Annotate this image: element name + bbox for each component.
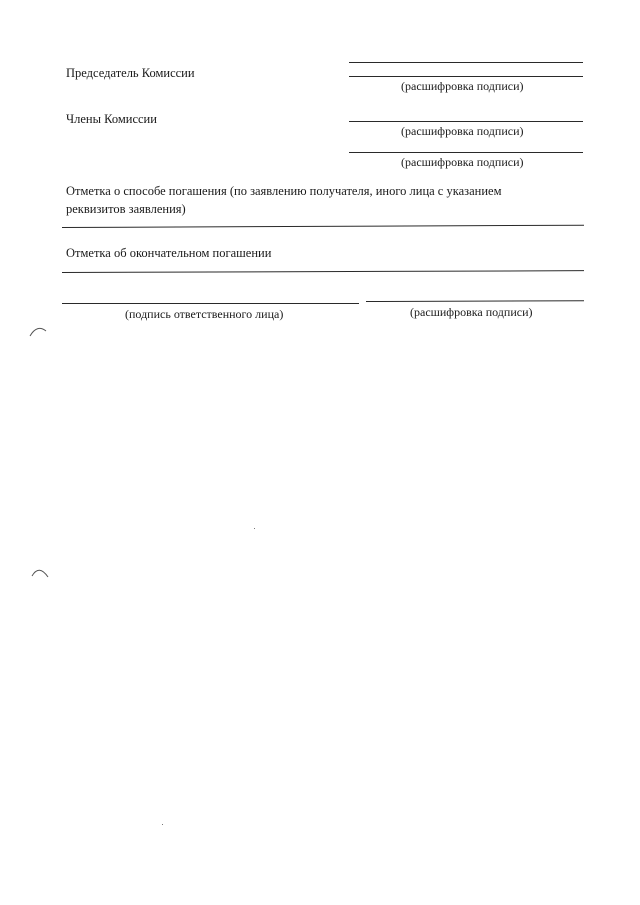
repayment-method-label-line-2: реквизитов заявления): [66, 202, 186, 216]
scan-speck: [162, 824, 163, 825]
members-label: Члены Комиссии: [66, 112, 157, 126]
responsible-decoding-line: [366, 300, 584, 302]
chairman-decoding-caption: (расшифровка подписи): [401, 79, 524, 93]
chairman-signature-line: [349, 62, 583, 63]
member-1-signature-line: [349, 121, 583, 122]
chairman-decoding-line: [349, 76, 583, 77]
scan-speck: [254, 528, 255, 529]
chairman-label: Председатель Комиссии: [66, 66, 195, 80]
member-2-decoding-caption: (расшифровка подписи): [401, 155, 524, 169]
responsible-signature-caption: (подпись ответственного лица): [125, 307, 284, 321]
repayment-method-line: [62, 225, 584, 228]
final-repayment-label: Отметка об окончательном погашении: [66, 246, 272, 260]
member-2-signature-line: [349, 152, 583, 153]
punch-hole-arc-bottom: [30, 564, 52, 582]
responsible-signature-line: [62, 303, 359, 304]
punch-hole-arc-top: [28, 322, 50, 338]
member-1-decoding-caption: (расшифровка подписи): [401, 124, 524, 138]
responsible-decoding-caption: (расшифровка подписи): [410, 305, 533, 319]
final-repayment-line: [62, 270, 584, 273]
repayment-method-label-line-1: Отметка о способе погашения (по заявлению получателя, иного лица с указанием: [66, 184, 502, 198]
